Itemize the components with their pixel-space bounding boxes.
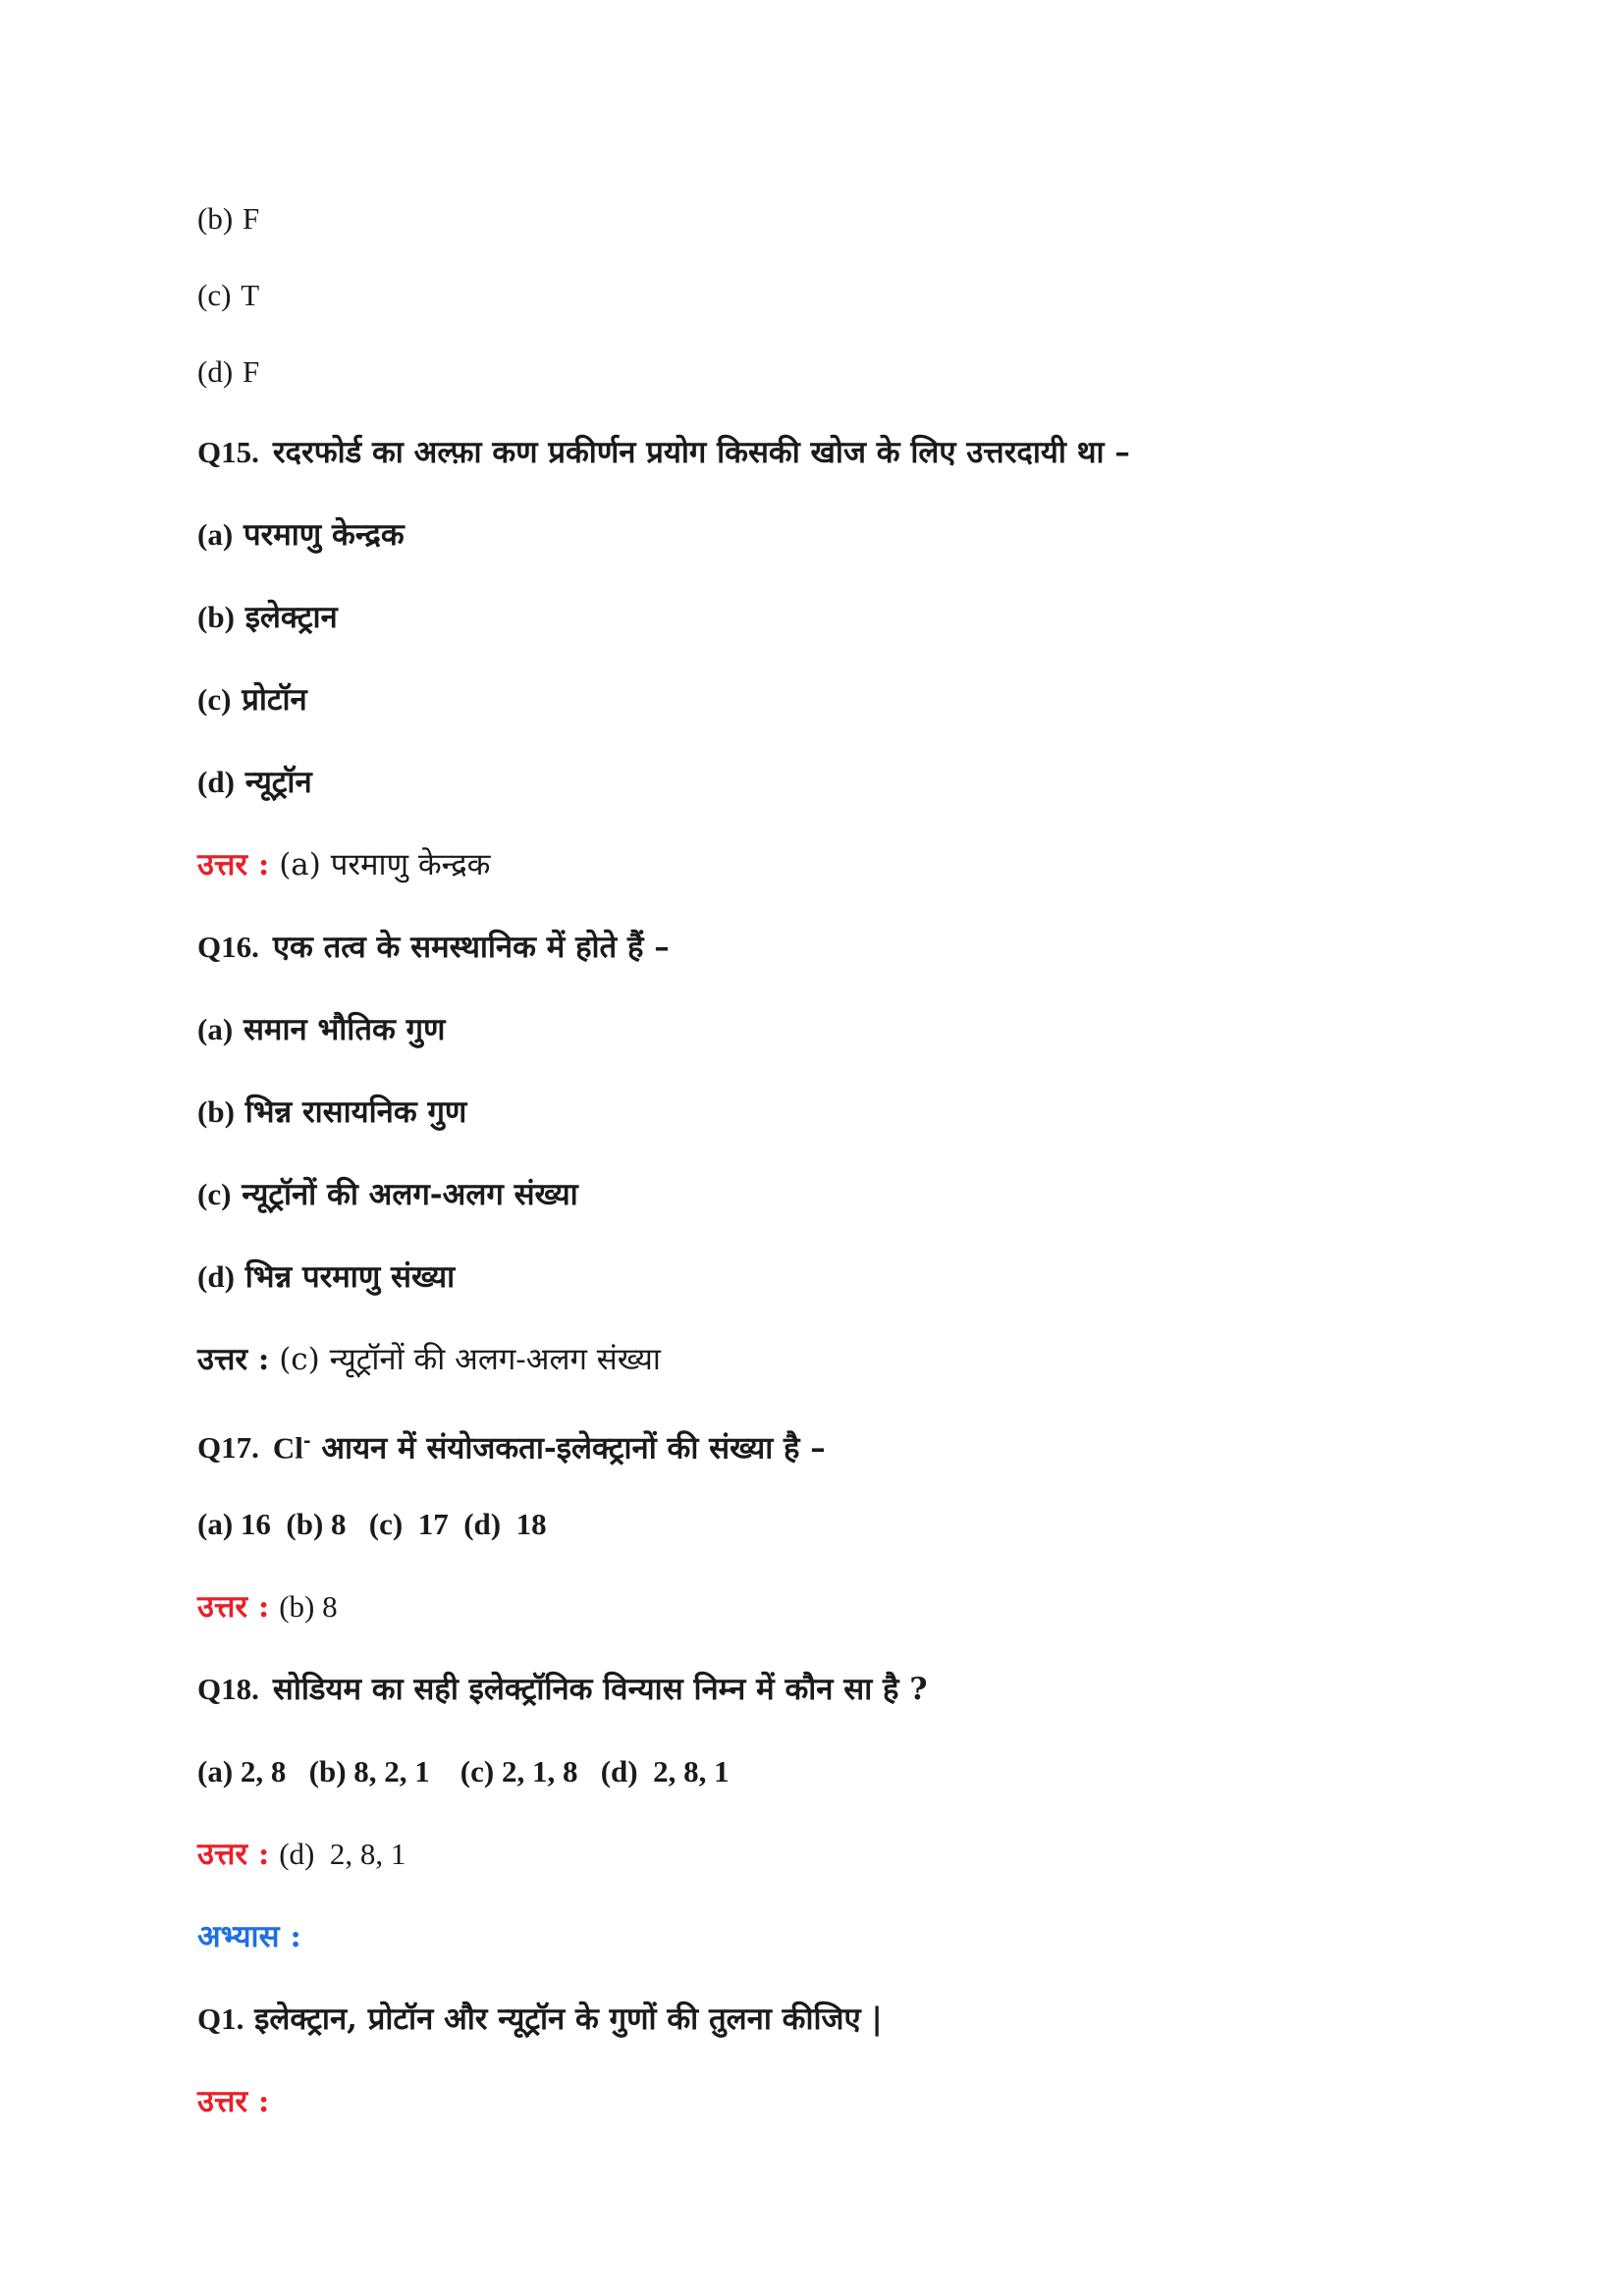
question-15-text: रदरफोर्ड का अल्फ़ा कण प्रकीर्णन प्रयोग किसकी खोज के लिए उत्तरदायी था – — [272, 435, 1130, 470]
answer-label: उत्तर : — [197, 847, 270, 882]
q18-answer: उत्तर : (d) 2, 8, 1 — [197, 1837, 406, 1872]
question-17: Q17. Cl- आयन में संयोजकता-इलेक्ट्रानों की संख्या है – — [197, 1430, 826, 1467]
exercise-answer-label: उत्तर : — [197, 2084, 270, 2119]
q15-answer: उत्तर : (a) परमाणु केन्द्रक — [197, 847, 491, 882]
answer-label: उत्तर : — [197, 1589, 270, 1625]
q15-option-a: (a) परमाणु केन्द्रक — [197, 517, 405, 553]
q16-option-d: (d) भिन्न परमाणु संख्या — [197, 1259, 456, 1295]
q16-option-a: (a) समान भौतिक गुण — [197, 1012, 446, 1047]
q17-answer: उत्तर : (b) 8 — [197, 1589, 338, 1625]
prev-option-d: (d) F — [197, 354, 260, 389]
chloride-ion: Cl — [272, 1430, 303, 1466]
q16-option-c: (c) न्यूट्रॉनों की अलग-अलग संख्या — [197, 1177, 578, 1212]
q15-option-d: (d) न्यूट्रॉन — [197, 765, 312, 800]
q15-option-c: (c) प्रोटॉन — [197, 682, 307, 718]
q15-option-b: (b) इलेक्ट्रान — [197, 600, 338, 635]
question-16: Q16. एक तत्व के समस्थानिक में होते हैं – — [197, 930, 670, 965]
q16-answer: उत्तर : (c) न्यूट्रॉनों की अलग-अलग संख्या — [197, 1342, 661, 1377]
answer-label: उत्तर : — [197, 1342, 270, 1377]
exercise-question-1-text: इलेक्ट्रान, प्रोटॉन और न्यूट्रॉन के गुणों की तुलना कीजिए | — [254, 2002, 883, 2037]
question-17-text: आयन में संयोजकता-इलेक्ट्रानों की संख्या है – — [321, 1430, 826, 1467]
question-15: Q15. रदरफोर्ड का अल्फ़ा कण प्रकीर्णन प्रयोग किसकी खोज के लिए उत्तरदायी था – — [197, 435, 1130, 470]
exercise-question-1: Q1. इलेक्ट्रान, प्रोटॉन और न्यूट्रॉन के गुणों की तुलना कीजिए | — [197, 2002, 883, 2037]
prev-option-b: (b) F — [197, 201, 260, 236]
q18-options: (a) 2, 8 (b) 8, 2, 1 (c) 2, 1, 8 (d) 2, 8, 1 — [197, 1754, 730, 1789]
prev-option-c: (c) T — [197, 278, 260, 312]
question-18: Q18. सोडियम का सही इलेक्ट्रॉनिक विन्यास निम्न में कौन सा है ? — [197, 1672, 928, 1707]
question-16-text: एक तत्व के समस्थानिक में होते हैं – — [272, 930, 670, 965]
question-18-text: सोडियम का सही इलेक्ट्रॉनिक विन्यास निम्न में कौन सा है ? — [272, 1672, 928, 1707]
answer-label: उत्तर : — [197, 1837, 270, 1872]
q16-option-b: (b) भिन्न रासायनिक गुण — [197, 1095, 467, 1130]
exercise-heading: अभ्यास : — [197, 1919, 301, 1954]
ion-charge: - — [302, 1431, 311, 1452]
q17-options: (a) 16 (b) 8 (c) 17 (d) 18 — [197, 1507, 547, 1541]
